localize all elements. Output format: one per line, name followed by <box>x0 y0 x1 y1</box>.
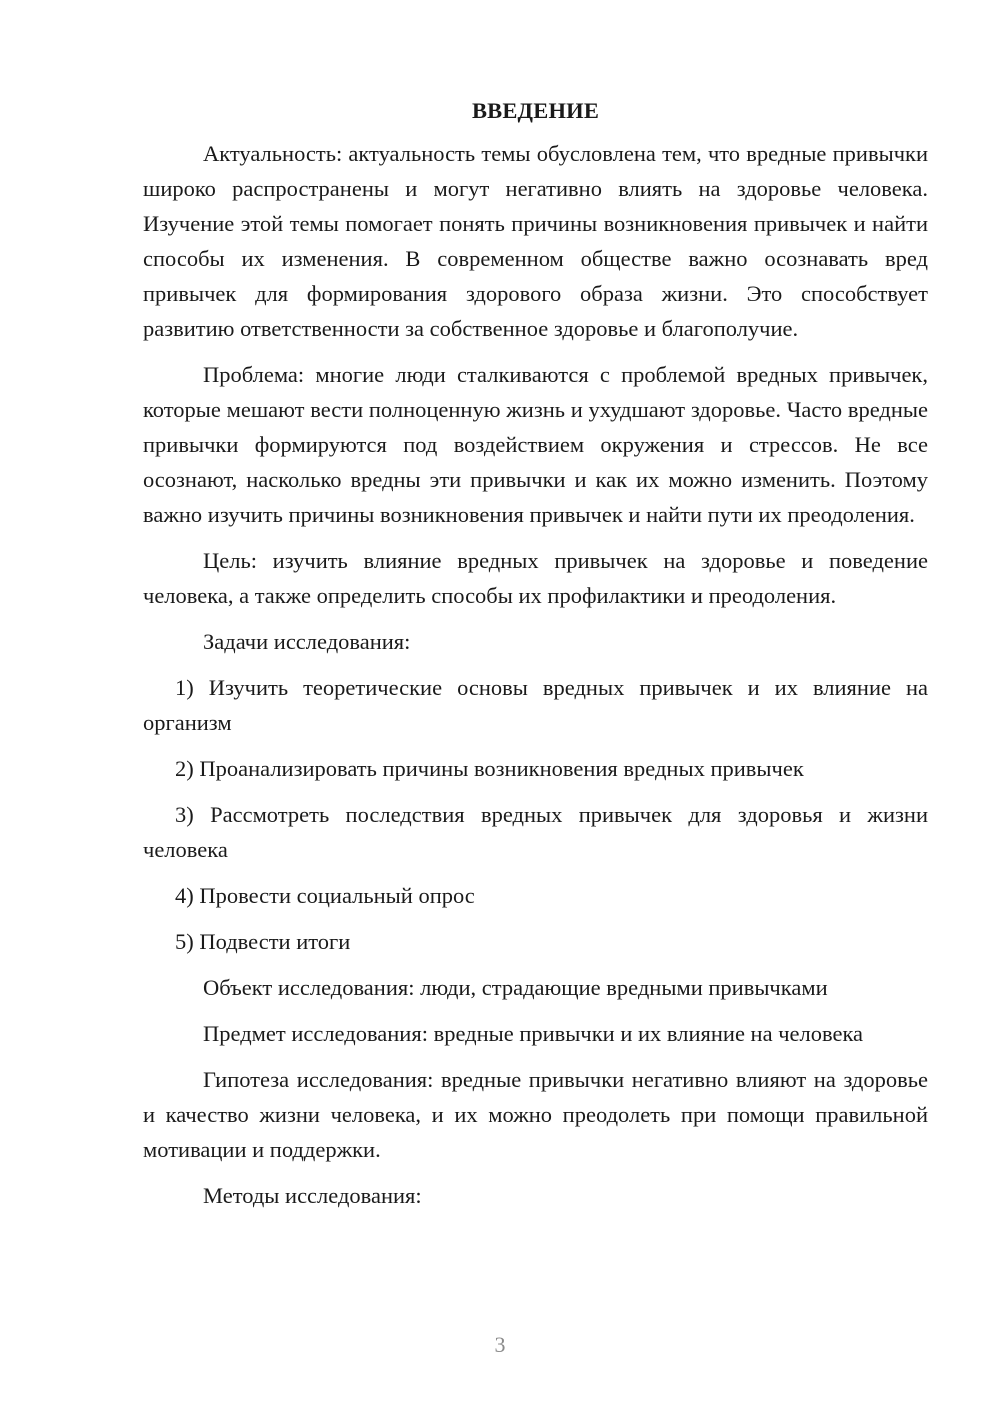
tasks-title: Задачи исследования: <box>203 629 411 654</box>
page-number: 3 <box>494 1332 506 1357</box>
research-subject: Предмет исследования: вредные привычки и их влияние на человека <box>203 1021 864 1046</box>
tasks-list <box>143 670 928 959</box>
research-object: Объект исследования: люди, страдающие вредными привычками <box>203 975 828 1000</box>
list-item: 1) Изучить теоретические основы вредных привычек и их влияние на организм <box>143 675 928 735</box>
section-heading: ВВЕДЕНИЕ <box>471 98 600 123</box>
list-item: 5) Подвести итоги <box>175 929 351 954</box>
research-hypothesis: Гипотеза исследования: вредные привычки негативно влияют на здоровье и качество жизни человека, и их можно преодолеть при помощи правильной мотивации и поддержки. <box>143 1067 928 1162</box>
list-item: 2) Проанализировать причины возникновения вредных привычек <box>175 756 804 781</box>
page-content <box>143 93 928 1224</box>
research-methods: Методы исследования: <box>203 1183 422 1208</box>
paragraph-goal: Цель: изучить влияние вредных привычек на здоровье и поведение человека, а также определить способы их профилактики и преодоления. <box>143 548 928 608</box>
list-item: 4) Провести социальный опрос <box>175 883 475 908</box>
paragraph-problem: Проблема: многие люди сталкиваются с проблемой вредных привычек, которые мешают вести полноценную жизнь и ухудшают здоровье. Часто вредные привычки формируются под воздействием окружения и стрессов. Не все осознают, насколько вредны эти привычки и как их можно изменить. Поэтому важно изучить причины возникновения привычек и найти пути их преодоления. <box>143 362 928 527</box>
list-item: 3) Рассмотреть последствия вредных привычек для здоровья и жизни человека <box>143 802 928 862</box>
paragraph-relevance: Актуальность: актуальность темы обусловлена тем, что вредные привычки широко распространены и могут негативно влиять на здоровье человека. Изучение этой темы помогает понять причины возникновения привычек и найти способы их изменения. В современном обществе важно осознавать вред привычек для формирования здорового образа жизни. Это способствует развитию ответственности за собственное здоровье и благополучие. <box>143 141 928 341</box>
